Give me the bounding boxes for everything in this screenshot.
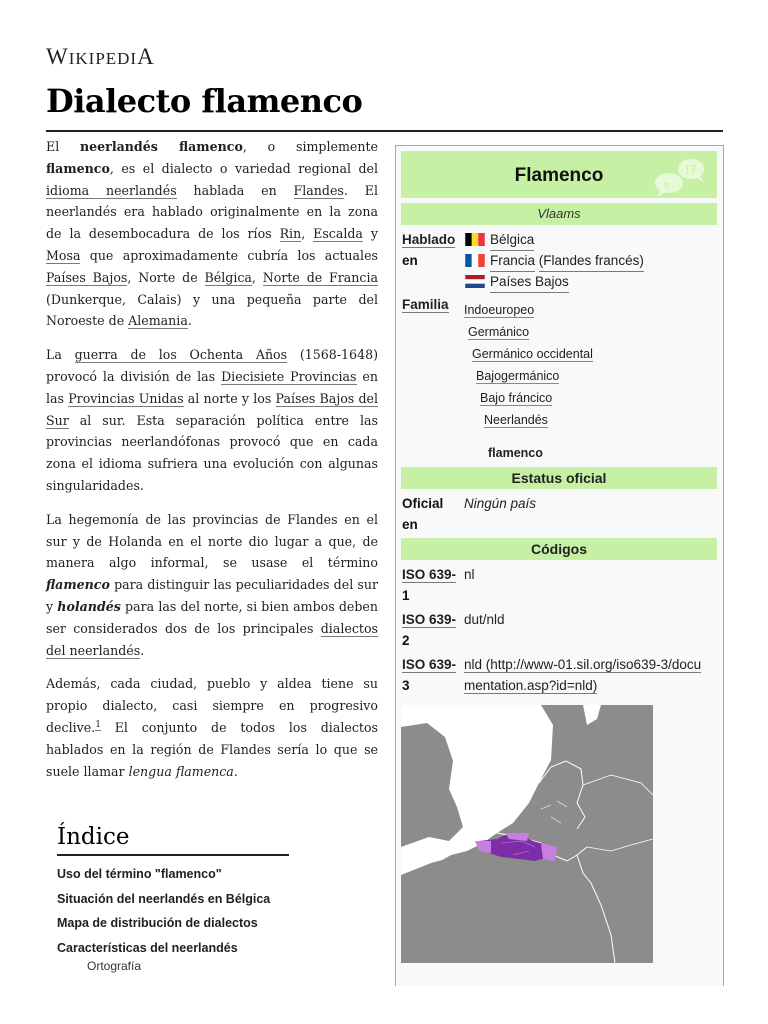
family-leaf: flamenco xyxy=(488,446,543,460)
country-row xyxy=(464,271,644,292)
family-label xyxy=(402,294,449,315)
official-status-header: Estatus oficial xyxy=(401,467,717,489)
iso1-label xyxy=(402,564,456,606)
text-run: para las del norte, si bien ambos deben ser considerados dos de los principales xyxy=(46,598,378,636)
official-label xyxy=(402,493,443,535)
country-link[interactable]: Francia xyxy=(490,250,535,272)
text-run: en las xyxy=(46,368,378,406)
dialect-distribution-map[interactable] xyxy=(401,705,653,963)
language-infobox xyxy=(395,145,724,986)
toc-item[interactable]: Situación del neerlandés en Bélgica xyxy=(57,891,271,906)
country-link[interactable]: Países Bajos xyxy=(490,271,569,293)
netherlands-flag-icon xyxy=(464,275,486,288)
article-link[interactable]: Países Bajos del Sur xyxy=(46,390,379,428)
wordmark-final: A xyxy=(137,44,155,69)
article-body xyxy=(46,136,378,794)
text-run: Además, cada ciudad, pueblo y aldea tiene su propio dialecto, casi siempre en progresivo declive. xyxy=(46,676,378,735)
family-node[interactable]: Neerlandés xyxy=(484,413,548,427)
speech-bubbles-icon xyxy=(651,155,709,197)
text-run: , o simplemente xyxy=(242,139,378,154)
page-title: Dialecto flamenco xyxy=(46,82,363,120)
article-link[interactable]: Rin xyxy=(279,226,302,242)
official-label-word-1: Oficial xyxy=(402,496,444,511)
family-label-text[interactable]: Familia xyxy=(402,297,449,312)
wordmark-initial: W xyxy=(46,44,69,69)
france-flag-icon xyxy=(464,254,486,267)
paragraph-1 xyxy=(46,136,378,332)
paragraph-3 xyxy=(46,509,378,662)
text-run: (1568-1648) provocó la división de las xyxy=(46,347,379,384)
text-run: para distinguir las peculiaridades del sur y xyxy=(46,577,378,614)
text-run: y xyxy=(362,226,378,242)
iso1-value: nl xyxy=(464,567,475,582)
family-node[interactable]: Germánico xyxy=(468,325,530,339)
bold-text: flamenco xyxy=(46,577,110,593)
spoken-in-label-word-1[interactable]: Hablado xyxy=(402,232,456,247)
bold-text: holandés xyxy=(57,598,121,614)
belgium-flag-icon xyxy=(464,233,486,246)
article-link[interactable]: dialectos del neerlandés xyxy=(46,620,378,658)
iso1-label-num: 1 xyxy=(402,588,410,603)
toc-item[interactable]: Uso del término "flamenco" xyxy=(57,867,222,881)
text-run: El xyxy=(46,139,80,154)
text-run: El conjunto de todos los dialectos hablados en la región de Flandes sería lo que se suele llamar xyxy=(46,719,378,779)
text-run: La xyxy=(46,347,75,363)
article-link[interactable]: guerra de los Ochenta Años xyxy=(74,347,288,363)
paragraph-4 xyxy=(46,673,378,782)
wikipedia-wordmark[interactable] xyxy=(46,44,155,70)
text-run: al sur. Esta separación política entre las provincias neerlandófonas provocó que en cada zona el idioma sufriera una evolución con algunas singularidades. xyxy=(46,412,378,493)
toc-item[interactable]: Características del neerlandés xyxy=(57,940,238,955)
family-node[interactable]: Bajogermánico xyxy=(476,369,560,383)
text-run: , xyxy=(251,269,263,285)
iso3-value xyxy=(464,654,701,696)
article-link[interactable]: Norte de Francia xyxy=(262,269,379,285)
country-row xyxy=(464,229,644,250)
toc-title: Índice xyxy=(57,824,289,856)
iso2-value: dut/nld xyxy=(464,612,505,627)
text-run: que aproximadamente cubría los actuales xyxy=(80,247,378,263)
bold-text: neerlandés flamenco xyxy=(80,139,243,154)
iso3-label-num: 3 xyxy=(402,678,410,693)
article-link[interactable]: Países Bajos xyxy=(46,269,128,285)
text-run: , es el dialecto o variedad regional del xyxy=(109,160,378,176)
title-divider xyxy=(46,130,723,132)
text-run: hablada en xyxy=(176,182,294,198)
article-link[interactable]: Flandes xyxy=(293,182,344,198)
text-run: al norte y los xyxy=(183,390,276,406)
native-name-band xyxy=(401,203,717,225)
text-run: . xyxy=(233,763,238,779)
country-row xyxy=(464,250,644,271)
bold-text: flamenco xyxy=(46,160,110,176)
countries-list xyxy=(464,229,644,292)
iso3-label-link[interactable]: ISO 639- xyxy=(402,657,457,672)
family-node[interactable]: Germánico occidental xyxy=(472,347,593,361)
text-run: . El neerlandés era hablado originalmente en la zona de la desembocadura de los ríos xyxy=(46,182,378,242)
text-run: . xyxy=(140,642,145,658)
reference-link[interactable]: 1 xyxy=(95,719,101,730)
article-link[interactable]: idioma neerlandés xyxy=(46,182,177,198)
iso2-label-link[interactable]: ISO 639- xyxy=(402,612,457,627)
iso3-link-part-2[interactable]: mentation.asp?id=nld) xyxy=(464,678,598,693)
country-region-link[interactable]: (Flandes francés) xyxy=(539,250,644,272)
iso3-link-part-1[interactable]: nld (http://www-01.sil.org/iso639-3/docu xyxy=(464,657,702,672)
text-run: , Norte de xyxy=(127,269,205,285)
article-link[interactable]: Mosa xyxy=(46,247,81,263)
article-link[interactable]: Escalda xyxy=(313,226,363,242)
article-link[interactable]: Provincias Unidas xyxy=(68,390,184,406)
text-run: (Dunkerque, Calais) y una pequeña parte del Noroeste de xyxy=(46,291,378,329)
svg-text:!?: !? xyxy=(685,163,697,177)
toc-subitem[interactable]: Ortografía xyxy=(87,959,142,973)
toc-item[interactable]: Mapa de distribución de dialectos xyxy=(57,916,258,930)
country-link[interactable]: Bélgica xyxy=(490,229,534,251)
iso1-label-link[interactable]: ISO 639- xyxy=(402,567,457,582)
wordmark-middle: IKIPEDI xyxy=(68,49,138,68)
iso3-label xyxy=(402,654,456,696)
text-run: . xyxy=(187,313,192,329)
iso2-label-num: 2 xyxy=(402,633,410,648)
family-node[interactable]: Bajo fráncico xyxy=(480,391,553,405)
codes-header: Códigos xyxy=(401,538,717,560)
infobox-title: Flamenco xyxy=(514,165,604,186)
article-link[interactable]: Alemania xyxy=(128,313,188,329)
native-name: Vlaams xyxy=(537,206,581,221)
infobox-header xyxy=(401,151,717,198)
article-link[interactable]: Diecisiete Provincias xyxy=(221,368,357,384)
paragraph-2 xyxy=(46,344,378,497)
iso2-label xyxy=(402,609,456,651)
italic-text: lengua flamenca xyxy=(128,763,234,779)
family-node[interactable]: Indoeuropeo xyxy=(464,303,535,317)
spoken-in-label xyxy=(402,229,455,271)
official-label-word-2: en xyxy=(402,517,418,532)
table-of-contents xyxy=(57,824,289,973)
article-link[interactable]: Bélgica xyxy=(204,269,252,285)
text-run: La hegemonía de las provincias de Flandes en el sur y de Holanda en el norte dio lugar a que, de manera algo informal, se usase el término xyxy=(46,511,378,571)
official-value: Ningún país xyxy=(464,496,537,511)
spoken-in-label-word-2: en xyxy=(402,253,418,268)
svg-text:ه: ه xyxy=(664,177,670,190)
text-run: , xyxy=(301,226,314,242)
